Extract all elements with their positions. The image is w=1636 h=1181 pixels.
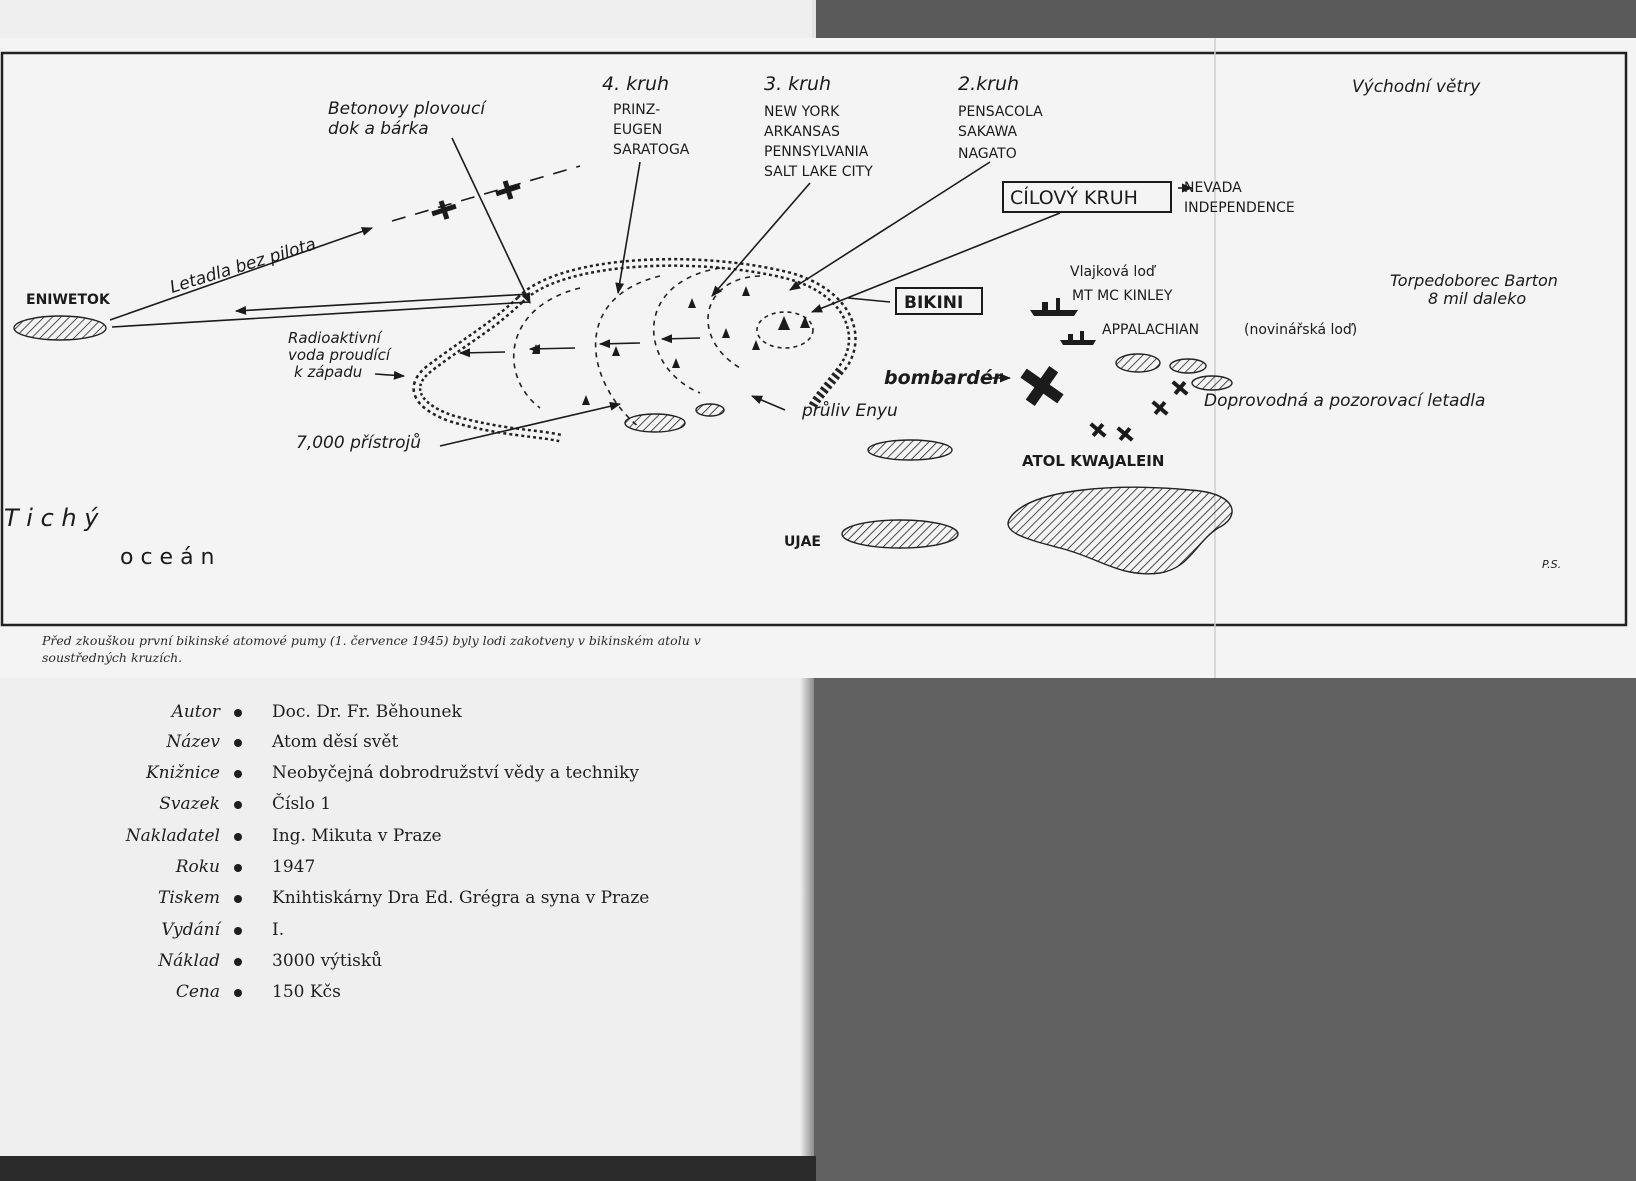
colophon-label: Tiskem [158, 888, 220, 908]
instruments-pointer [440, 404, 620, 446]
colophon-row [0, 951, 720, 981]
colophon-label: Nakladatel [125, 826, 220, 846]
bikini-label: BIKINI [904, 293, 964, 313]
colophon-label: Autor [171, 702, 220, 722]
circle-3-ring [654, 268, 720, 393]
colophon-value: 1947 [272, 857, 316, 877]
atoll-reef-north [520, 262, 852, 408]
colophon-row [0, 920, 720, 950]
drone-plane-2-icon [494, 178, 522, 203]
circle-2-pointer [790, 162, 990, 290]
colophon-row [0, 888, 720, 918]
bullet-icon [234, 864, 242, 872]
bullet-icon [234, 770, 242, 778]
ship-markers [532, 286, 810, 405]
colophon-row [0, 982, 720, 1012]
bikini-pointer [848, 298, 890, 302]
escort-label: Doprovodná a pozorovací letadla [1204, 391, 1486, 411]
colophon-label: Název [166, 732, 220, 752]
eniwetok-label: ENIWETOK [26, 292, 110, 308]
appalachian-label: APPALACHIAN [1102, 322, 1200, 338]
flagship-icon [1030, 298, 1078, 316]
colophon-value: Knihtiskárny Dra Ed. Grégra a syna v Praze [272, 888, 650, 908]
circle-3-ship-2: ARKANSAS [764, 124, 840, 140]
small-islands [14, 316, 1232, 574]
flagship-name: MT MC KINLEY [1072, 288, 1173, 304]
colophon-value: Ing. Mikuta v Praze [272, 826, 442, 846]
book-cover-board [808, 678, 1636, 1181]
eniwetok-island [14, 316, 106, 340]
current-arrow-2 [530, 348, 575, 349]
west-arrow [236, 294, 530, 311]
circle-3-ship-4: SALT LAKE CITY [764, 164, 873, 180]
book-spine [800, 678, 814, 1158]
instruments-label: 7,000 přístrojů [296, 433, 421, 453]
colophon-value: Neobyčejná dobrodružství vědy a techniky [272, 763, 640, 783]
circle-3-ship-1: NEW YORK [764, 104, 840, 120]
colophon-row [0, 763, 720, 793]
destroyer-label-1: Torpedoborec Barton [1390, 271, 1558, 290]
radioactive-label-2: voda proudící [288, 346, 391, 364]
bikini-map [0, 38, 1636, 678]
ocean-label-1: T i c h ý [4, 504, 99, 532]
circle-4-pointer [618, 162, 640, 293]
map-sheet [0, 38, 1636, 678]
escort-plane-2-icon [1114, 423, 1137, 445]
colophon-row [0, 794, 720, 824]
artist-initials: P.S. [1542, 558, 1562, 571]
dock-label-1: Betonovy plovoucí [328, 99, 486, 119]
circle-4-ship-2: EUGEN [613, 122, 663, 138]
bullet-icon [234, 958, 242, 966]
circle-4-ship-1: PRINZ- [613, 102, 661, 118]
book-edge [0, 1156, 816, 1181]
colophon-label: Vydání [161, 920, 220, 940]
colophon-row [0, 826, 720, 856]
circle-4-ship-3: SARATOGA [613, 142, 690, 158]
strait-pointer [752, 396, 785, 410]
escort-plane-4-icon [1169, 377, 1192, 399]
bullet-icon [234, 801, 242, 809]
colophon-row [0, 732, 720, 762]
colophon-value: Doc. Dr. Fr. Běhounek [272, 702, 462, 722]
dock-pointer [452, 138, 530, 303]
colophon-label: Cena [175, 982, 220, 1002]
circle-3-title: 3. kruh [764, 73, 832, 95]
destroyer-label-2: 8 mil daleko [1428, 289, 1527, 308]
drone-path [392, 166, 580, 221]
colophon-row [0, 702, 720, 732]
bomber-icon [1013, 357, 1072, 415]
radioactive-pointer [375, 374, 404, 376]
appalachian-ship-icon [1060, 331, 1096, 345]
circle-2-title: 2.kruh [958, 73, 1020, 95]
drones-label: Letadla bez pilota [167, 234, 319, 298]
colophon-row [0, 857, 720, 887]
circle-4-ring [596, 276, 660, 428]
bullet-icon [234, 927, 242, 935]
ujae-island [842, 520, 958, 548]
dock-label-2: dok a bárka [328, 119, 429, 139]
winds-label: Východní větry [1352, 77, 1481, 97]
colophon-label: Roku [175, 857, 220, 877]
flagship-label: Vlajková loď [1070, 264, 1155, 280]
bullet-icon [234, 739, 242, 747]
kwajalein-label: ATOL KWAJALEIN [1022, 452, 1165, 470]
circle-2-ship-3: NAGATO [958, 146, 1017, 162]
atoll-reef-west [417, 300, 560, 438]
colophon-label: Knižnice [145, 763, 220, 783]
colophon-value: Číslo 1 [272, 794, 332, 814]
bullet-icon [234, 895, 242, 903]
current-arrow-1 [460, 352, 505, 353]
book-cover-top [816, 0, 1636, 40]
bullet-icon [234, 989, 242, 997]
colophon-label: Svazek [159, 794, 220, 814]
colophon-value: Atom děsí svět [272, 732, 399, 752]
radioactive-label-1: Radioaktivní [288, 329, 381, 347]
bullet-icon [234, 833, 242, 841]
escort-plane-1-icon [1087, 419, 1110, 441]
target-ship-1: NEVADA [1184, 180, 1242, 196]
ocean-label-2: o c e á n [120, 545, 215, 570]
strait-label: průliv Enyu [802, 401, 898, 421]
circle-2-ship-1: PENSACOLA [958, 104, 1043, 120]
ujae-label: UJAE [784, 534, 821, 550]
escort-plane-3-icon [1149, 397, 1172, 419]
target-circle-label: CÍLOVÝ KRUH [1010, 187, 1138, 209]
colophon-value: I. [272, 920, 285, 940]
colophon-value: 3000 výtisků [272, 951, 383, 971]
map-caption: Před zkouškou první bikinské atomové pumy (1. července 1945) byly lodi zakotveny v bikinském atolu v soustředných kruzích. [42, 633, 701, 665]
current-arrow-3 [600, 343, 640, 344]
target-ship-2: INDEPENDENCE [1184, 200, 1295, 216]
colophon-value: 150 Kčs [272, 982, 341, 1002]
colophon-label: Náklad [158, 951, 220, 971]
circle-3-ship-3: PENNSYLVANIA [764, 144, 869, 160]
current-arrow-4 [662, 338, 700, 339]
circle-4-title: 4. kruh [602, 73, 670, 95]
bullet-icon [234, 709, 242, 717]
circle-2-ship-2: SAKAWA [958, 124, 1018, 140]
press-ship-label: (novinářská loď) [1244, 322, 1358, 338]
kwajalein-island [1008, 487, 1232, 574]
radioactive-label-3: k západu [294, 363, 363, 381]
bomber-label: bombardér [884, 367, 1003, 389]
circle-2-ring [708, 276, 760, 368]
drone-plane-1-icon [430, 198, 458, 223]
